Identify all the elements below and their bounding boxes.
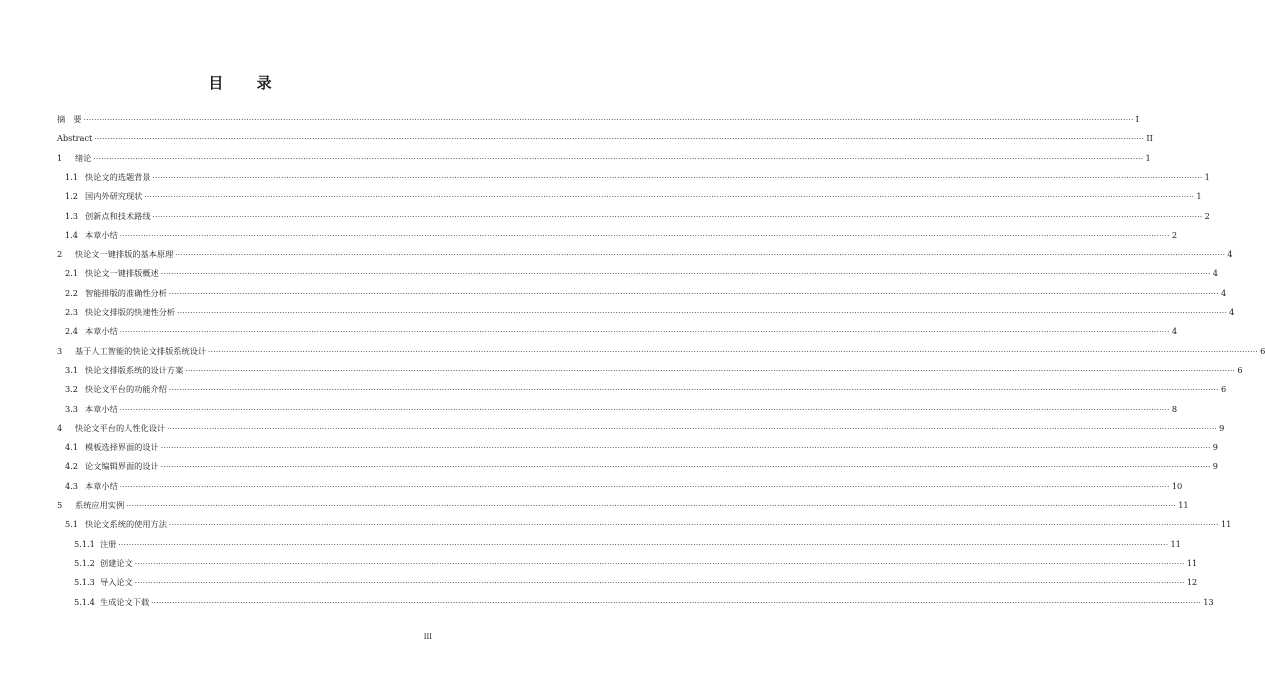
toc-entry-label: 注册 <box>100 538 117 549</box>
toc-entry-label: 生成论文下载 <box>100 596 150 607</box>
toc-entry-label: 快论文排版的快速性分析 <box>85 307 176 317</box>
toc-leader-dots: ................................................................................................................................................................................................................................................................................................................................................................................................................ <box>119 480 1170 489</box>
toc-entry-label: 绪论 <box>75 152 92 163</box>
toc-leader-dots: ................................................................................................................................................................................................................................................................................................................................................................................................................ <box>167 422 1218 431</box>
toc-entry-number: 5.1.3 <box>74 577 95 588</box>
toc-entry[interactable] <box>57 552 1198 568</box>
toc-entry-number: 4.2 <box>65 461 79 472</box>
toc-leader-dots: ................................................................................................................................................................................................................................................................................................................................................................................................................ <box>144 191 1195 200</box>
toc-entry-page: 12 <box>1186 577 1198 588</box>
toc-entry[interactable] <box>57 127 1153 144</box>
toc-entry-label: 基于人工智能的快论文排版系统设计 <box>75 345 207 356</box>
toc-entry-number: 2 <box>57 249 63 260</box>
toc-entry[interactable] <box>57 533 1181 549</box>
toc-entry-page: 11 <box>1178 500 1189 510</box>
toc-entry-page: I <box>1135 114 1139 124</box>
toc-entry-page: II <box>1146 133 1153 144</box>
toc-leader-dots: ................................................................................................................................................................................................................................................................................................................................................................................................................ <box>134 577 1185 586</box>
toc-entry-page: 6 <box>1220 384 1227 395</box>
toc-entry-page: 11 <box>1170 538 1181 549</box>
toc-entry-number: 3.3 <box>65 403 79 414</box>
toc-entry[interactable] <box>57 108 1139 124</box>
toc-entry-number: 2.1 <box>65 268 79 279</box>
toc-entry-page: 10 <box>1171 480 1183 491</box>
toc-entry[interactable] <box>57 205 1210 221</box>
toc-leader-dots: ................................................................................................................................................................................................................................................................................................................................................................................................................ <box>177 307 1228 315</box>
toc-entry-number: 5.1.2 <box>74 557 95 568</box>
toc-entry-number: 4 <box>57 422 63 433</box>
toc-entry-number: 2.4 <box>65 326 79 337</box>
toc-leader-dots: ................................................................................................................................................................................................................................................................................................................................................................................................................ <box>93 152 1144 161</box>
toc-leader-dots: ................................................................................................................................................................................................................................................................................................................................................................................................................ <box>185 364 1236 373</box>
toc-entry-label: 摘 要 <box>57 114 82 124</box>
toc-leader-dots: ................................................................................................................................................................................................................................................................................................................................................................................................................ <box>152 171 1203 180</box>
toc-entry-label: 论文编辑界面的设计 <box>85 461 159 472</box>
toc-title: 目 录 <box>208 74 286 92</box>
toc-entry-label: 快论文系统的使用方法 <box>85 519 167 530</box>
toc-entry-label: 快论文排版系统的设计方案 <box>85 364 184 375</box>
toc-entry-label: 导入论文 <box>100 577 133 588</box>
toc-entry[interactable] <box>57 494 1189 510</box>
toc-entry[interactable] <box>57 185 1202 202</box>
toc-leader-dots: ................................................................................................................................................................................................................................................................................................................................................................................................................ <box>83 114 1134 122</box>
toc-entry-number: 5.1.4 <box>74 596 95 607</box>
toc-entry-page: 4 <box>1227 249 1233 260</box>
toc-entry[interactable] <box>57 591 1214 607</box>
toc-entry-label: 快论文一键排版的基本原理 <box>75 249 174 260</box>
toc-leader-dots: ................................................................................................................................................................................................................................................................................................................................................................................................................ <box>119 403 1170 412</box>
toc-entry[interactable] <box>57 436 1218 453</box>
toc-entry-number: 5 <box>57 500 63 510</box>
toc-entry[interactable] <box>57 398 1178 414</box>
toc-entry-number: 3.1 <box>65 364 79 375</box>
toc-leader-dots: ................................................................................................................................................................................................................................................................................................................................................................................................................ <box>152 210 1203 219</box>
toc-entry-page: 11 <box>1186 557 1198 568</box>
toc-entry-label: 本章小结 <box>85 229 118 240</box>
toc-entry[interactable] <box>57 455 1218 472</box>
toc-entry[interactable] <box>57 320 1178 337</box>
toc-entry-number: 4.3 <box>65 480 79 491</box>
toc-entry[interactable] <box>57 224 1178 240</box>
toc-entry-number: 1.3 <box>65 210 79 221</box>
toc-entry-label: 本章小结 <box>85 326 118 337</box>
toc-leader-dots: ................................................................................................................................................................................................................................................................................................................................................................................................................ <box>118 538 1169 547</box>
toc-entry-page: 1 <box>1145 152 1151 163</box>
toc-entry-page: 13 <box>1203 596 1214 607</box>
toc-entry-label: 智能排版的准确性分析 <box>85 287 167 298</box>
toc-leader-dots: ................................................................................................................................................................................................................................................................................................................................................................................................................ <box>126 500 1177 508</box>
toc-entry-label: 快论文平台的功能介绍 <box>85 384 167 395</box>
toc-entry[interactable] <box>57 147 1151 163</box>
toc-leader-dots: ................................................................................................................................................................................................................................................................................................................................................................................................................ <box>94 133 1145 142</box>
toc-entry-page: 6 <box>1260 345 1265 356</box>
toc-entry-number: 5.1 <box>65 519 79 530</box>
toc-leader-dots: ................................................................................................................................................................................................................................................................................................................................................................................................................ <box>151 596 1202 605</box>
toc-entry-label: 快论文平台的人性化设计 <box>75 422 166 433</box>
toc-leader-dots: ................................................................................................................................................................................................................................................................................................................................................................................................................ <box>160 461 1211 470</box>
toc-leader-dots: ................................................................................................................................................................................................................................................................................................................................................................................................................ <box>175 249 1226 258</box>
toc-leader-dots: ................................................................................................................................................................................................................................................................................................................................................................................................................ <box>134 557 1185 566</box>
toc-entry-label: Abstract <box>57 133 93 144</box>
toc-leader-dots: ................................................................................................................................................................................................................................................................................................................................................................................................................ <box>160 442 1211 451</box>
toc-entry-number: 1.2 <box>65 191 79 202</box>
toc-entry-page: 1 <box>1204 171 1210 182</box>
toc-entry[interactable] <box>57 475 1183 491</box>
toc-leader-dots: ................................................................................................................................................................................................................................................................................................................................................................................................................ <box>168 519 1219 528</box>
toc-entry-label: 国内外研究现状 <box>85 191 143 202</box>
toc-entry-label: 系统应用实例 <box>75 500 125 510</box>
toc-entry-number: 1 <box>57 152 63 163</box>
toc-entry-label: 本章小结 <box>85 403 118 414</box>
toc-entry[interactable] <box>57 282 1227 298</box>
toc-entry[interactable] <box>57 417 1225 433</box>
toc-entry-label: 快论文一键排版概述 <box>85 268 159 279</box>
toc-entry[interactable] <box>57 243 1233 260</box>
toc-entry-page: 6 <box>1237 364 1243 375</box>
page-number: III <box>423 633 432 641</box>
toc-entry[interactable] <box>57 513 1232 530</box>
toc-entry-label: 本章小结 <box>85 480 118 491</box>
toc-entry-number: 4.1 <box>65 442 79 453</box>
toc-entry-page: 4 <box>1212 268 1218 279</box>
toc-entry-page: 11 <box>1220 519 1232 530</box>
toc-entry-number: 2.2 <box>65 287 79 298</box>
toc-entry-page: 4 <box>1220 287 1227 298</box>
toc-entry-label: 快论文的选题背景 <box>85 171 151 182</box>
toc-entry[interactable] <box>57 340 1265 356</box>
toc-leader-dots: ................................................................................................................................................................................................................................................................................................................................................................................................................ <box>208 345 1259 354</box>
toc-entry-label: 创建论文 <box>100 557 133 568</box>
toc-entry[interactable] <box>57 359 1243 375</box>
toc-entry-page: 8 <box>1171 403 1178 414</box>
toc-entry-number: 3.2 <box>65 384 79 395</box>
toc-leader-dots: ................................................................................................................................................................................................................................................................................................................................................................................................................ <box>160 268 1211 277</box>
toc-entry[interactable] <box>57 166 1210 182</box>
toc-entry-page: 2 <box>1204 210 1210 221</box>
toc-entry[interactable] <box>57 262 1218 279</box>
toc-entry-page: 4 <box>1171 326 1178 337</box>
toc-entry-page: 1 <box>1196 191 1202 202</box>
toc-entry-label: 创新点和技术路线 <box>85 210 151 221</box>
toc-leader-dots: ................................................................................................................................................................................................................................................................................................................................................................................................................ <box>119 229 1170 238</box>
toc-entry[interactable] <box>57 301 1235 317</box>
toc-entry-number: 1.4 <box>65 229 79 240</box>
toc-entry-number: 2.3 <box>65 307 79 317</box>
toc-entry-number: 3 <box>57 345 63 356</box>
toc-entry-label: 模板选择界面的设计 <box>85 442 159 453</box>
toc-leader-dots: ................................................................................................................................................................................................................................................................................................................................................................................................................ <box>168 384 1219 393</box>
toc-entry[interactable] <box>57 378 1227 395</box>
toc-entry-page: 4 <box>1229 307 1235 317</box>
toc-entry-page: 9 <box>1212 442 1218 453</box>
toc-entry-page: 9 <box>1212 461 1218 472</box>
toc-entry-number: 5.1.1 <box>74 538 95 549</box>
toc-leader-dots: ................................................................................................................................................................................................................................................................................................................................................................................................................ <box>168 287 1219 296</box>
toc-entry-number: 1.1 <box>65 171 79 182</box>
toc-entry-page: 2 <box>1171 229 1178 240</box>
toc-leader-dots: ................................................................................................................................................................................................................................................................................................................................................................................................................ <box>119 326 1170 335</box>
toc-entry[interactable] <box>57 571 1198 588</box>
toc-entry-page: 9 <box>1219 422 1225 433</box>
